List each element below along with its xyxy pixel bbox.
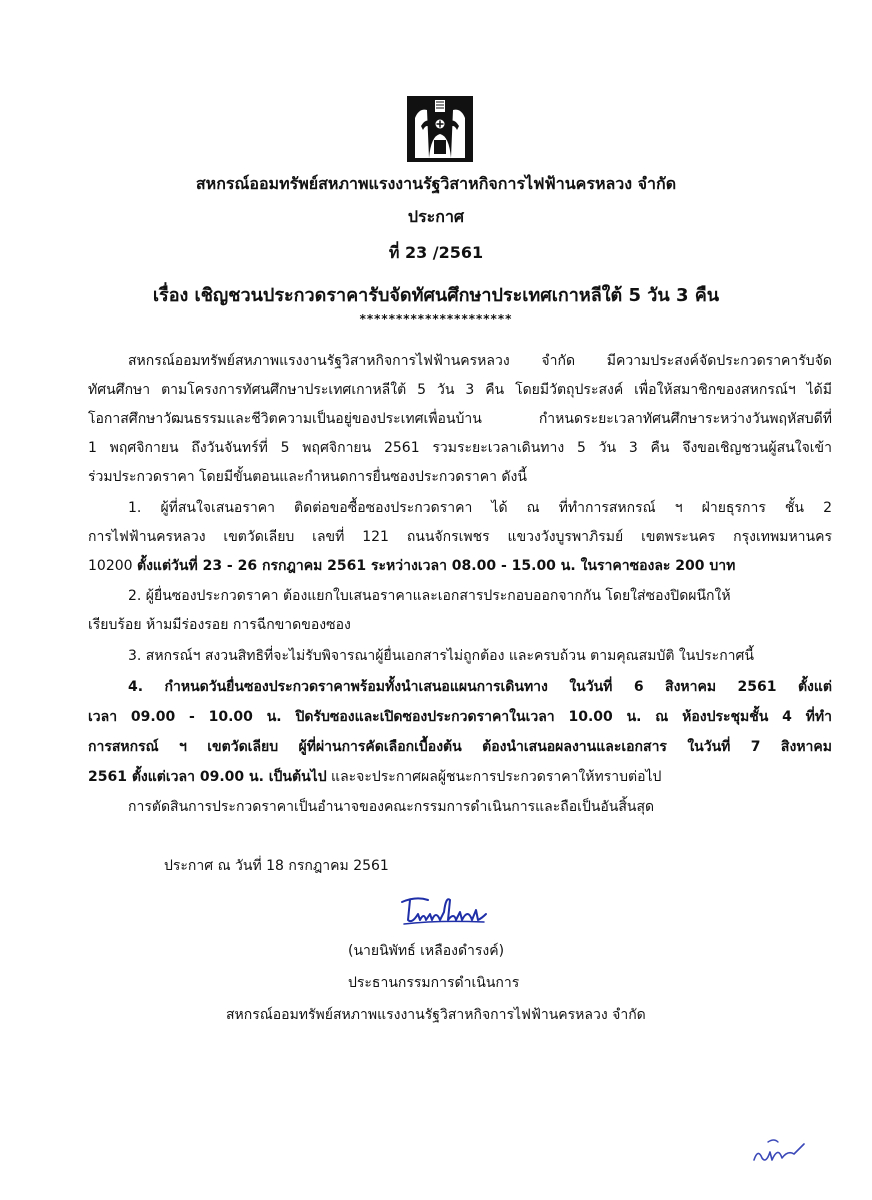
item-2-line: 2. ผู้ยื่นซองประกวดราคา ต้องแยกใบเสนอราคาและเอกสารประกอบออกจากกัน โดยใส่ซองปิดผนึกให้	[128, 588, 731, 604]
coop-logo-icon	[407, 96, 473, 162]
separator-line: *********************	[359, 312, 513, 326]
item-1-line: การไฟฟ้านครหลวง เขตวัดเลียบ เลขที่ 121 ถนนจักรเพชร แขวงวังบูรพาภิรมย์ เขตพระนคร กรุงเทพมหานคร	[88, 529, 832, 545]
item-4-date: 2561 ตั้งแต่เวลา 09.00 น. เป็นต้นไป	[88, 769, 327, 785]
signer-name: (นายนิพัทธ์ เหลืองดำรงค์)	[348, 943, 505, 959]
intro-line: สหกรณ์ออมทรัพย์สหภาพแรงงานรัฐวิสาหกิจการไฟฟ้านครหลวง จำกัด มีความประสงค์จัดประกวดราคารับจัด	[128, 353, 832, 369]
item-1-line: 1. ผู้ที่สนใจเสนอราคา ติดต่อขอซื้อซองประกวดราคา ได้ ณ ที่ทำการสหกรณ์ ฯ ฝ่ายธุรการ ชั้น 2	[128, 500, 832, 516]
handwritten-signature-icon	[398, 890, 490, 930]
item-1-schedule: ตั้งแต่วันที่ 23 - 26 กรกฎาคม 2561 ระหว่างเวลา 08.00 - 15.00 น. ในราคาซองละ 200 บาท	[137, 558, 736, 574]
item-4-result-note: และจะประกาศผลผู้ชนะการประกวดราคาให้ทราบต่อไป	[326, 769, 662, 785]
item-4-line: การสหกรณ์ ฯ เขตวัดเลียบ ผู้ที่ผ่านการคัดเลือกเบื้องต้น ต้องนำเสนอผลงานและเอกสาร ในวันที่ 7 สิงหาคม	[88, 739, 832, 755]
intro-line: ร่วมประกวดราคา โดยมีขั้นตอนและกำหนดการยื่นซองประกวดราคา ดังนี้	[88, 469, 527, 485]
signer-organization: สหกรณ์ออมทรัพย์สหภาพแรงงานรัฐวิสาหกิจการไฟฟ้านครหลวง จำกัด	[226, 1007, 646, 1023]
intro-line: โอกาสศึกษาวัฒนธรรมและชีวิตความเป็นอยู่ของประเทศเพื่อนบ้าน กำหนดระยะเวลาทัศนศึกษาระหว่างวันพฤหัสบดีที่	[88, 411, 832, 427]
announcement-number: ที่ 23 /2561	[388, 243, 484, 262]
intro-line: ทัศนศึกษา ตามโครงการทัศนศึกษาประเทศเกาหลีใต้ 5 วัน 3 คืน โดยมีวัตถุประสงค์ เพื่อให้สมาชิกของสหกรณ์ฯ ได้มี	[88, 382, 832, 398]
announcement-heading: ประกาศ	[407, 207, 465, 226]
org-name-heading: สหกรณ์ออมทรัพย์สหภาพแรงงานรัฐวิสาหกิจการไฟฟ้านครหลวง จำกัด	[195, 174, 677, 193]
intro-line: 1 พฤศจิกายน ถึงวันจันทร์ที่ 5 พฤศจิกายน 2561 รวมระยะเวลาเดินทาง 5 วัน 3 คืน จึงขอเชิญชวนผู้สนใจเข้า	[88, 440, 832, 456]
handwritten-initials-icon	[748, 1134, 808, 1170]
announcement-date: ประกาศ ณ วันที่ 18 กรกฎาคม 2561	[164, 858, 389, 874]
item-2-line: เรียบร้อย ห้ามมีร่องรอย การฉีกขาดของซอง	[88, 617, 351, 633]
item-4-last-line	[88, 766, 661, 788]
item-3-line: 3. สหกรณ์ฯ สงวนสิทธิที่จะไม่รับพิจารณาผู้ยื่นเอกสารไม่ถูกต้อง และครบถ้วน ตามคุณสมบัติ ในประกาศนี้	[128, 648, 754, 664]
item-1-zip: 10200	[88, 558, 137, 574]
signer-title: ประธานกรรมการดำเนินการ	[348, 975, 520, 991]
decision-line: การตัดสินการประกวดราคาเป็นอำนาจของคณะกรรมการดำเนินการและถือเป็นอันสิ้นสุด	[128, 799, 655, 815]
item-4-line: 4. กำหนดวันยื่นซองประกวดราคาพร้อมทั้งนำเสนอแผนการเดินทาง ในวันที่ 6 สิงหาคม 2561 ตั้งแต่	[128, 679, 832, 695]
subject-heading: เรื่อง เชิญชวนประกวดราคารับจัดทัศนศึกษาประเทศเกาหลีใต้ 5 วัน 3 คืน	[152, 285, 720, 306]
item-4-line: เวลา 09.00 - 10.00 น. ปิดรับซองและเปิดซองประกวดราคาในเวลา 10.00 น. ณ ห้องประชุมชั้น 4 ที่ทำ	[88, 709, 832, 725]
item-1-last-line	[88, 555, 735, 577]
